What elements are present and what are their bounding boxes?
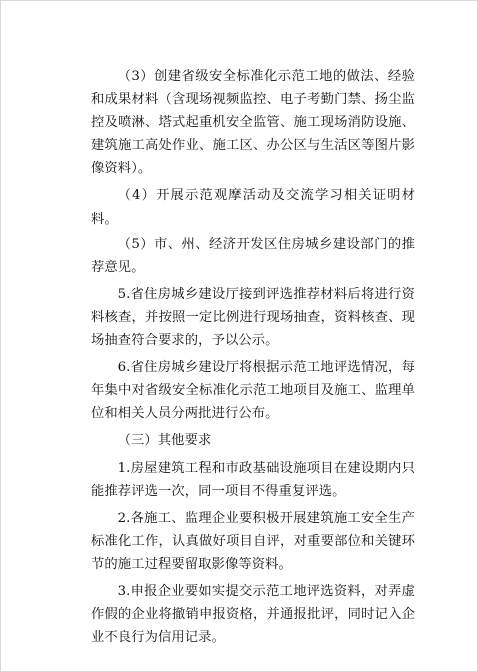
- paragraph-requirement-3: 3.申报企业要如实提交示范工地评选资料，对弄虚作假的企业将撤销申报资格，并通报批评，同时记入企业不良行为信用记录。: [91, 583, 415, 646]
- paragraph-recommendation-opinion: （5）市、州、经济开发区住房城乡建设部门的推荐意见。: [91, 236, 415, 275]
- paragraph-case-materials: （3）创建省级安全标准化示范工地的做法、经验和成果材料（含现场视频监控、电子考勤门禁、扬尘监控及喷淋、塔式起重机安全监管、施工现场消防设施、建筑施工高处作业、施工区、办公区与生活区等图片影像资料）。: [91, 69, 415, 177]
- paragraph-requirement-1: 1.房屋建筑工程和市政基础设施项目在建设期内只能推荐评选一次，同一项目不得重复评选。: [91, 460, 415, 499]
- paragraph-observation-materials: （4）开展示范观摩活动及交流学习相关证明材料。: [91, 188, 415, 227]
- paragraph-requirement-2: 2.各施工、监理企业要积极开展建筑施工安全生产标准化工作，认真做好项目自评，对重要部位和关键环节的施工过程要留取影像等资料。: [91, 510, 415, 572]
- paragraph-announcement: 6.省住房城乡建设厅将根据示范工地评选情况，每年集中对省级安全标准化示范工地项目及施工、监理单位和相关人员分两批进行公布。: [91, 360, 415, 422]
- paragraph-review-process: 5.省住房城乡建设厅接到评选推荐材料后将进行资料核查，并按照一定比例进行现场抽查，资料核查、现场抽查符合要求的，予以公示。: [91, 286, 415, 349]
- section-heading-other-requirements: （三）其他要求: [117, 433, 212, 449]
- document-body: [91, 65, 415, 653]
